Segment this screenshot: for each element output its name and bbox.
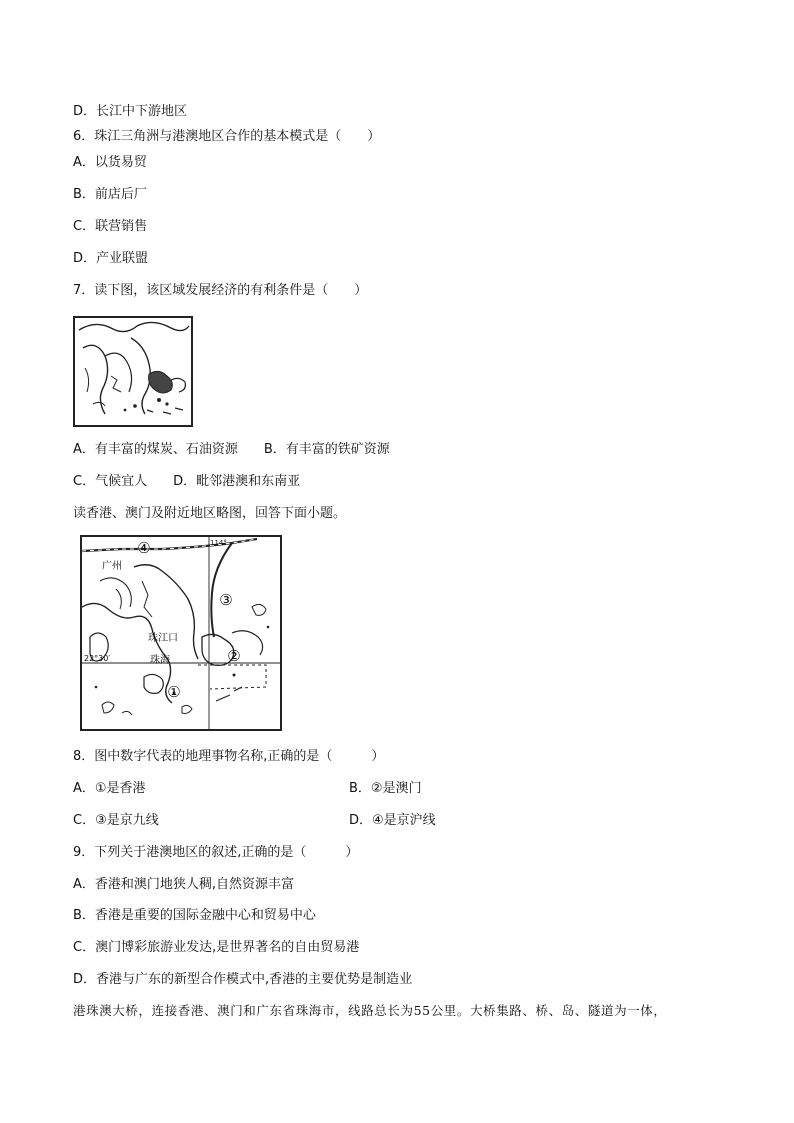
map-label-3: ③ (219, 591, 233, 609)
map-label-pearl-river-mouth: 珠江口 (148, 633, 178, 644)
q9-option-a: A．香港和澳门地狭人稠,自然资源丰富 (73, 877, 295, 892)
q7-map-image (73, 316, 193, 427)
q6-option-d: D．产业联盟 (73, 251, 149, 266)
q6-option-b: B．前店后厂 (73, 187, 147, 202)
q7-map-drawing (75, 318, 191, 425)
q8-stem: 8．图中数字代表的地理事物名称,正确的是（ ） (73, 749, 385, 764)
q9-stem: 9．下列关于港澳地区的叙述,正确的是（ ） (73, 845, 359, 860)
q6-option-a: A．以货易贸 (73, 155, 147, 170)
q6-option-c: C．联营销售 (73, 219, 148, 234)
q9-option-b: B．香港是重要的国际金融中心和贸易中心 (73, 908, 316, 923)
q8-option-a: A．①是香港 (73, 781, 146, 796)
q8-9-intro: 读香港、澳门及附近地区略图，回答下面小题。 (73, 506, 347, 521)
map-label-longitude: 114° (210, 539, 227, 547)
hk-macau-map-drawing (82, 537, 280, 729)
map-label-4: ④ (137, 539, 151, 557)
map-label-1: ① (167, 683, 181, 701)
map-label-zhuhai: 珠海 (150, 655, 170, 666)
q6-stem: 6．珠江三角洲与港澳地区合作的基本模式是（ ） (73, 129, 381, 144)
q7-options-cd: C．气候宜人 D．毗邻港澳和东南亚 (73, 474, 301, 489)
q8-option-b: B．②是澳门 (349, 781, 422, 796)
q8-option-d: D．④是京沪线 (349, 813, 436, 828)
q9-option-d: D．香港与广东的新型合作模式中,香港的主要优势是制造业 (73, 972, 413, 987)
bridge-passage: 港珠澳大桥，连接香港、澳门和广东省珠海市，线路总长为55公里。大桥集路、桥、岛、隧道为一体， (73, 1003, 667, 1018)
hk-macau-map (80, 535, 282, 731)
q7-options-ab: A．有丰富的煤炭、石油资源 B．有丰富的铁矿资源 (73, 442, 390, 457)
q8-option-c: C．③是京九线 (73, 813, 159, 828)
map-label-guangzhou: 广州 (102, 561, 122, 572)
q7-stem: 7．读下图，该区域发展经济的有利条件是（ ） (73, 283, 368, 298)
map-label-2: ② (227, 647, 241, 665)
q9-option-c: C．澳门博彩旅游业发达,是世界著名的自由贸易港 (73, 940, 360, 955)
q5-option-d: D．长江中下游地区 (73, 104, 188, 119)
map-label-latitude: 22°30′ (84, 654, 111, 663)
